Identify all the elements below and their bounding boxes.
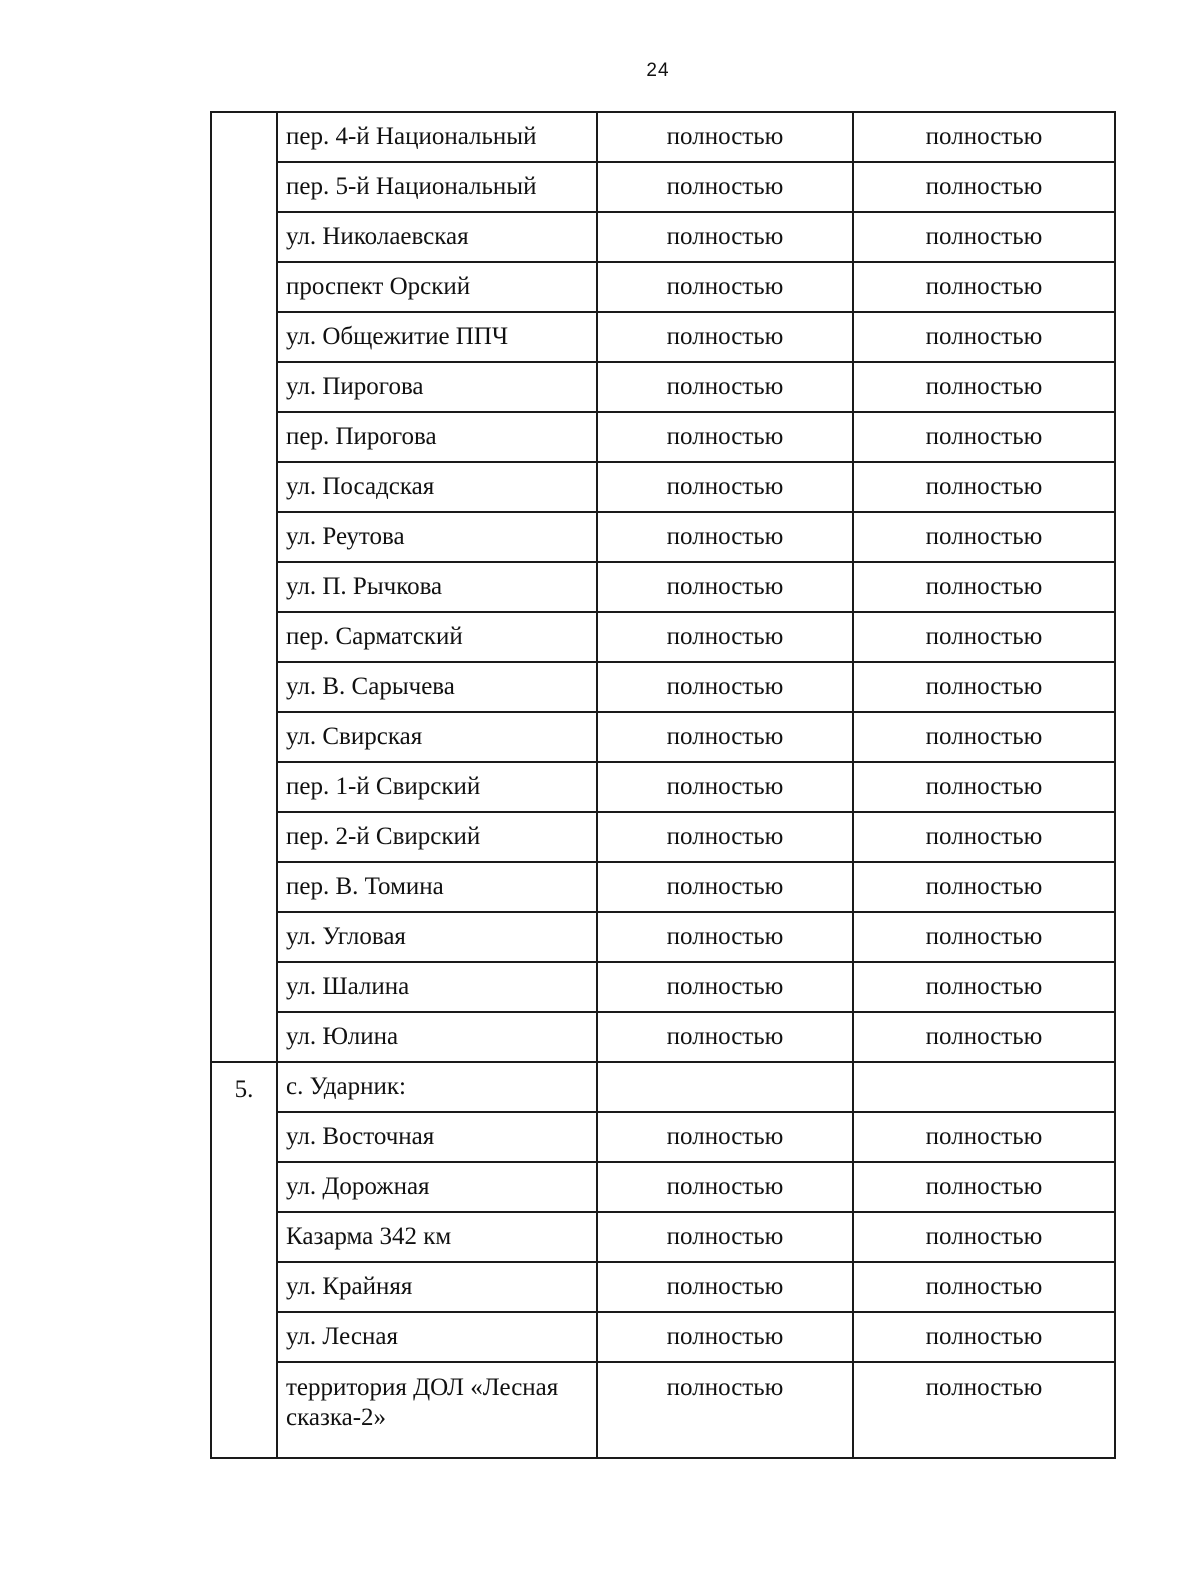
table-row (211, 862, 1115, 912)
street-name: пер. 4-й Национальный (277, 112, 597, 162)
coverage-value-a: полностью (597, 812, 853, 862)
coverage-value-b: полностью (853, 862, 1115, 912)
table-row (211, 412, 1115, 462)
street-name: ул. Николаевская (277, 212, 597, 262)
street-name: пер. 1-й Свирский (277, 762, 597, 812)
coverage-value-a: полностью (597, 962, 853, 1012)
street-name: территория ДОЛ «Лесная сказка-2» (277, 1362, 597, 1458)
coverage-value-a: полностью (597, 112, 853, 162)
section-number (211, 112, 277, 1062)
table-row (211, 1212, 1115, 1262)
table-row (211, 362, 1115, 412)
street-name: пер. 2-й Свирский (277, 812, 597, 862)
coverage-value-a: полностью (597, 412, 853, 462)
coverage-value-a: полностью (597, 162, 853, 212)
coverage-value-b: полностью (853, 412, 1115, 462)
table-row (211, 612, 1115, 662)
street-name: ул. Общежитие ППЧ (277, 312, 597, 362)
table-row (211, 1362, 1115, 1458)
street-name: пер. 5-й Национальный (277, 162, 597, 212)
street-name: ул. Юлина (277, 1012, 597, 1062)
table-row (211, 962, 1115, 1012)
empty-cell (853, 1062, 1115, 1112)
street-name: ул. Свирская (277, 712, 597, 762)
coverage-value-a: полностью (597, 462, 853, 512)
street-name: ул. Восточная (277, 1112, 597, 1162)
table-row (211, 1262, 1115, 1312)
coverage-value-a: полностью (597, 312, 853, 362)
coverage-value-a: полностью (597, 912, 853, 962)
coverage-value-b: полностью (853, 112, 1115, 162)
coverage-value-b: полностью (853, 162, 1115, 212)
table-row (211, 762, 1115, 812)
coverage-value-b: полностью (853, 1262, 1115, 1312)
coverage-value-a: полностью (597, 1212, 853, 1262)
coverage-value-b: полностью (853, 562, 1115, 612)
coverage-value-a: полностью (597, 1012, 853, 1062)
table-row (211, 712, 1115, 762)
street-name: ул. Лесная (277, 1312, 597, 1362)
street-name: пер. В. Томина (277, 862, 597, 912)
coverage-value-b: полностью (853, 1312, 1115, 1362)
coverage-value-b: полностью (853, 1012, 1115, 1062)
section-number: 5. (211, 1062, 277, 1458)
table-row (211, 112, 1115, 162)
coverage-value-a: полностью (597, 1312, 853, 1362)
coverage-value-a: полностью (597, 362, 853, 412)
coverage-value-a: полностью (597, 712, 853, 762)
section-header: с. Ударник: (277, 1062, 597, 1112)
street-name: ул. Шалина (277, 962, 597, 1012)
table-row (211, 812, 1115, 862)
street-name: ул. Реутова (277, 512, 597, 562)
coverage-value-a: полностью (597, 612, 853, 662)
coverage-value-b: полностью (853, 612, 1115, 662)
coverage-value-b: полностью (853, 462, 1115, 512)
coverage-value-a: полностью (597, 212, 853, 262)
coverage-value-b: полностью (853, 1112, 1115, 1162)
coverage-value-a: полностью (597, 1162, 853, 1212)
coverage-value-b: полностью (853, 312, 1115, 362)
coverage-value-a: полностью (597, 1262, 853, 1312)
coverage-value-a: полностью (597, 1112, 853, 1162)
coverage-value-b: полностью (853, 762, 1115, 812)
street-name: проспект Орский (277, 262, 597, 312)
page-number: 24 (646, 60, 670, 81)
empty-cell (597, 1062, 853, 1112)
table-row (211, 312, 1115, 362)
section-header-row (211, 1062, 1115, 1112)
street-name: ул. Дорожная (277, 1162, 597, 1212)
street-name: ул. Крайняя (277, 1262, 597, 1312)
street-name: ул. Угловая (277, 912, 597, 962)
table-row (211, 912, 1115, 962)
street-name: ул. Посадская (277, 462, 597, 512)
street-name: ул. В. Сарычева (277, 662, 597, 712)
table-row (211, 462, 1115, 512)
coverage-value-b: полностью (853, 812, 1115, 862)
coverage-value-a: полностью (597, 762, 853, 812)
coverage-value-b: полностью (853, 1212, 1115, 1262)
table-row (211, 1012, 1115, 1062)
street-name: пер. Сарматский (277, 612, 597, 662)
coverage-value-a: полностью (597, 262, 853, 312)
table-row (211, 1112, 1115, 1162)
streets-table (210, 111, 1116, 1459)
streets-table-body (211, 112, 1115, 1458)
table-row (211, 262, 1115, 312)
coverage-value-b: полностью (853, 1162, 1115, 1212)
coverage-value-a: полностью (597, 862, 853, 912)
coverage-value-a: полностью (597, 512, 853, 562)
street-name: пер. Пирогова (277, 412, 597, 462)
street-name: Казарма 342 км (277, 1212, 597, 1262)
table-row (211, 1162, 1115, 1212)
street-name: ул. Пирогова (277, 362, 597, 412)
coverage-value-b: полностью (853, 362, 1115, 412)
coverage-value-b: полностью (853, 262, 1115, 312)
coverage-value-b: полностью (853, 1362, 1115, 1458)
coverage-value-b: полностью (853, 962, 1115, 1012)
table-row (211, 1312, 1115, 1362)
coverage-value-b: полностью (853, 212, 1115, 262)
coverage-value-b: полностью (853, 512, 1115, 562)
table-row (211, 212, 1115, 262)
table-row (211, 512, 1115, 562)
coverage-value-a: полностью (597, 1362, 853, 1458)
coverage-value-b: полностью (853, 712, 1115, 762)
table-row (211, 562, 1115, 612)
coverage-value-a: полностью (597, 662, 853, 712)
coverage-value-a: полностью (597, 562, 853, 612)
coverage-value-b: полностью (853, 912, 1115, 962)
table-row (211, 662, 1115, 712)
street-name: ул. П. Рычкова (277, 562, 597, 612)
table-row (211, 162, 1115, 212)
coverage-value-b: полностью (853, 662, 1115, 712)
